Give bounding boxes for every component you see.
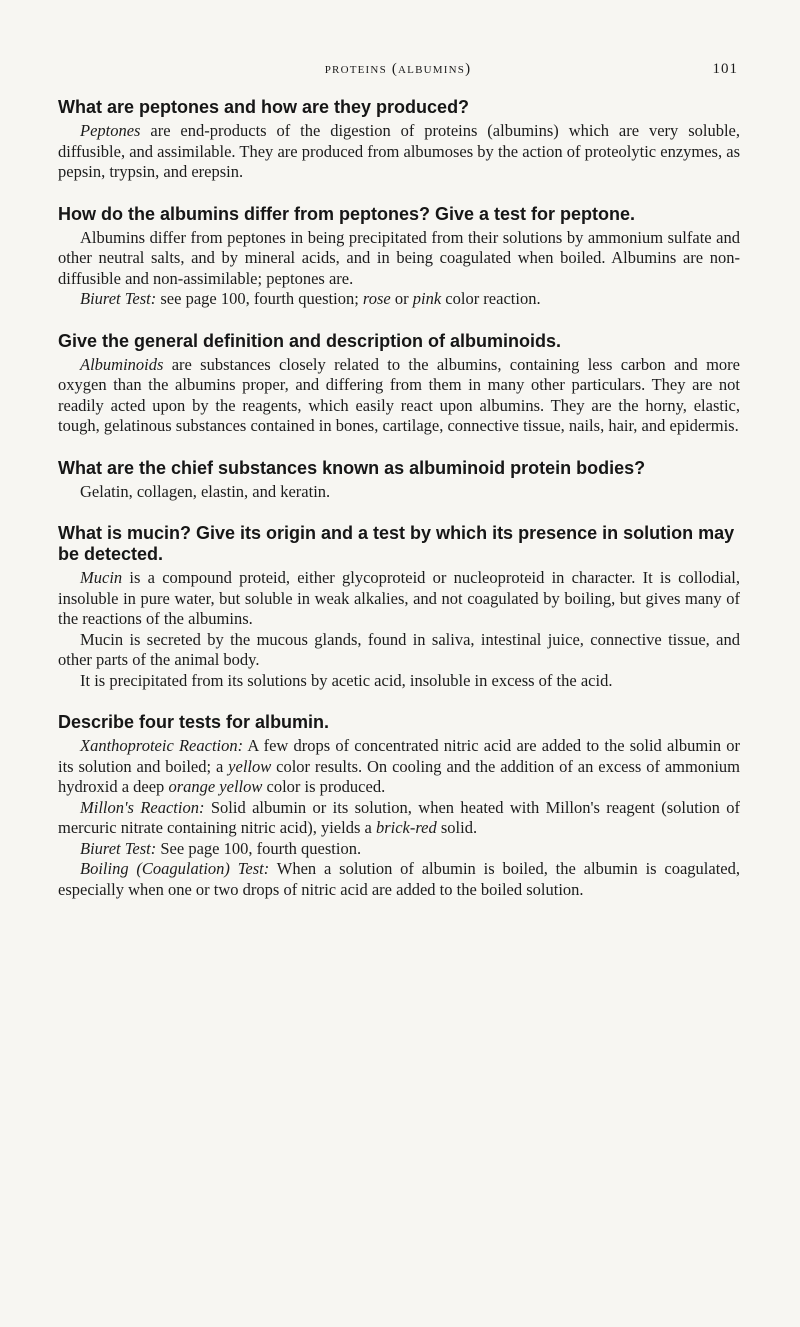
- answer-text: See page 100, fourth question.: [156, 838, 362, 858]
- question-heading: What is mucin? Give its origin and a test by which its presence in solution may be detected.: [58, 523, 735, 564]
- question-heading: Describe four tests for albumin.: [58, 712, 330, 732]
- qa-peptones: [58, 97, 740, 183]
- answer-text: color is produced.: [262, 777, 386, 796]
- answer-paragraph: [58, 798, 740, 839]
- italic-term: pink: [412, 289, 442, 308]
- answer-paragraph: [58, 289, 740, 310]
- question-heading: How do the albumins differ from peptones? Give a test for peptone.: [58, 203, 636, 224]
- answer-text: solid.: [436, 818, 478, 837]
- question-heading: What are the chief substances known as albuminoid protein bodies?: [58, 457, 646, 478]
- italic-term: Millon's Reaction:: [80, 797, 205, 817]
- answer-text: or: [390, 289, 413, 308]
- italic-term: Xanthoproteic Reaction:: [80, 736, 244, 755]
- answer-paragraph: [58, 736, 740, 798]
- question-heading: What are peptones and how are they produced?: [58, 97, 470, 117]
- answer-paragraph: [58, 671, 740, 692]
- answer-text: color reaction.: [441, 289, 541, 308]
- answer-paragraph: [58, 482, 740, 503]
- answer-text: are substances closely related to the albumins, containing less carbon and more oxygen than the albumins proper, and differing from them in many other particulars. They are not readily acted upon by the reagents, which easily react upon albumins. They are the horny, elastic, tough, gelatinous substances contained in bones, cartilage, connective tissue, nails, hair, and epidermis.: [58, 354, 740, 435]
- italic-term: Biuret Test:: [80, 838, 157, 858]
- answer-paragraph: [58, 121, 740, 183]
- running-title: proteins (albumins): [324, 61, 472, 77]
- qa-albumins-vs-peptones: [58, 204, 740, 310]
- italic-term: brick-red: [375, 818, 437, 837]
- answer-text: Mucin is secreted by the mucous glands, found in saliva, intestinal juice, connective tissue, and other parts of the animal body.: [58, 629, 740, 669]
- answer-text: A few drops of concentrated nitric acid are added to the solid albumin or its solution and boiled; a: [58, 736, 740, 776]
- answer-paragraph: [58, 839, 740, 860]
- italic-term: Albuminoids: [80, 354, 164, 374]
- qa-mucin: [58, 523, 740, 691]
- italic-term: Biuret Test:: [80, 289, 157, 308]
- italic-term: rose: [362, 289, 391, 308]
- answer-text: are end-products of the digestion of proteins (albumins) which are very soluble, diffusible, and assimilable. They are produced from albumoses by the action of proteolytic enzymes, as pepsin, trypsin, and erepsin.: [58, 121, 740, 181]
- question-heading: Give the general definition and description of albuminoids.: [58, 330, 562, 351]
- answer-paragraph: [58, 630, 740, 671]
- qa-albumin-tests: [58, 712, 740, 900]
- italic-term: yellow: [228, 756, 272, 776]
- answer-text: When a solution of albumin is boiled, the albumin is coagulated, especially when one or two drops of nitric acid are added to the boiled solution.: [58, 859, 740, 899]
- answer-text: is a compound proteid, either glycoproteid or nucleoproteid in character. It is collodial, insoluble in pure water, but soluble in weak alkalies, and not coagulated by boiling, but gives many of the reactions of the albumins.: [58, 568, 740, 628]
- answer-paragraph: [58, 228, 740, 290]
- answer-text: color results. On cooling and the addition of an excess of ammonium hydroxid a deep: [58, 756, 740, 796]
- answer-text: Solid albumin or its solution, when heated with Millon's reagent (solution of mercuric nitrate containing nitric acid), yields a: [58, 797, 740, 837]
- italic-term: Boiling (Coagulation) Test:: [80, 859, 270, 878]
- qa-albuminoids: [58, 331, 740, 437]
- page-header: [58, 61, 738, 83]
- answer-paragraph: [58, 355, 740, 437]
- answer-text: Gelatin, collagen, elastin, and keratin.: [80, 481, 331, 501]
- italic-term: Mucin: [80, 568, 123, 587]
- answer-paragraph: [58, 859, 740, 900]
- answer-text: see page 100, fourth question;: [156, 289, 363, 308]
- italic-term: orange yellow: [168, 777, 263, 796]
- qa-albuminoid-bodies: [58, 458, 740, 503]
- page-body: [58, 97, 740, 921]
- page-number: 101: [712, 61, 738, 77]
- answer-text: It is precipitated from its solutions by acetic acid, insoluble in excess of the acid.: [80, 670, 613, 690]
- italic-term: Peptones: [80, 121, 141, 140]
- answer-text: Albumins differ from peptones in being precipitated from their solutions by ammonium sulfate and other neutral salts, and by mineral acids, and in being coagulated when boiled. Albumins are non-diffusible and non-assimilable; peptones are.: [58, 227, 740, 288]
- answer-paragraph: [58, 568, 740, 630]
